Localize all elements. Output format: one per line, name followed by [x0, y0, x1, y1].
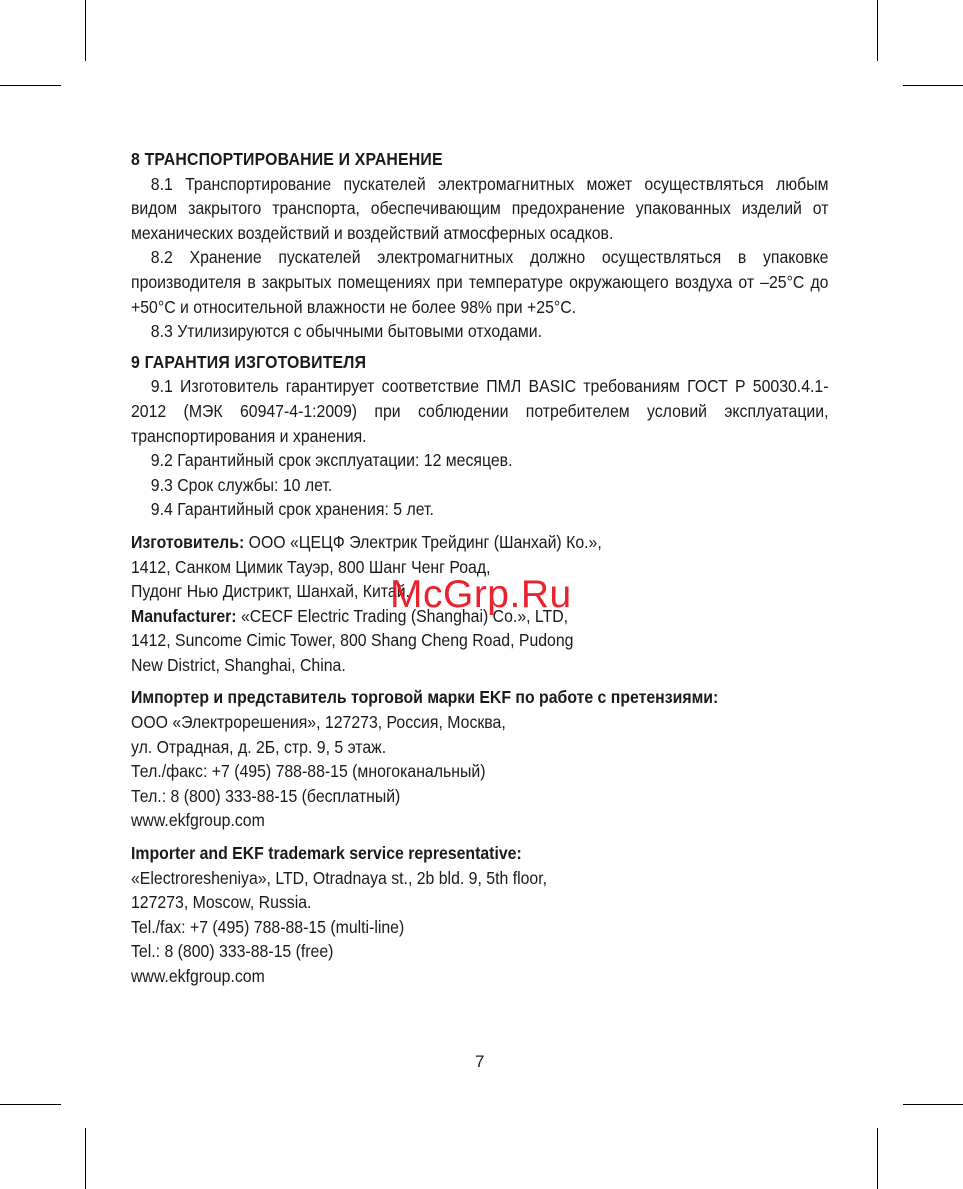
importer-ru-line1: ООО «Электрорешения», 127273, Россия, Москва,: [131, 712, 506, 733]
paragraph-9-3: 9.3 Срок службы: 10 лет.: [150, 474, 333, 495]
crop-mark: [0, 85, 61, 86]
crop-mark: [877, 1128, 878, 1189]
manufacturer-ru-line2: 1412, Санком Цимик Тауэр, 800 Шанг Ченг Роад,: [131, 556, 491, 577]
crop-mark: [85, 1128, 86, 1189]
section-9-heading: 9 ГАРАНТИЯ ИЗГОТОВИТЕЛЯ: [131, 351, 367, 372]
importer-ru-phone-fax: Тел./факс: +7 (495) 788-88-15 (многоканальный): [131, 761, 486, 782]
page-number: 7: [475, 1052, 485, 1071]
paragraph-8-2: 8.2 Хранение пускателей электромагнитных должно осуществляться в упаковке производителя в закрытых помещениях при температуре окружающего воздуха от –25°С до +50°С и относительной влажности не более 98% при +25°С.: [131, 247, 829, 317]
paragraph-9-4: 9.4 Гарантийный срок хранения: 5 лет.: [150, 499, 434, 520]
importer-en-phone: Tel.: 8 (800) 333-88-15 (free): [131, 941, 334, 962]
importer-en-line2: 127273, Moscow, Russia.: [131, 892, 312, 913]
crop-mark: [903, 85, 963, 86]
crop-mark: [877, 0, 878, 61]
manufacturer-en-line3: New District, Shanghai, China.: [131, 654, 346, 675]
manufacturer-en-line2: 1412, Suncome Cimic Tower, 800 Shang Cheng Road, Pudong: [131, 630, 574, 651]
paragraph-9-2: 9.2 Гарантийный срок эксплуатации: 12 месяцев.: [150, 450, 513, 471]
importer-ru-label: Импортер и представитель торговой марки EKF по работе с претензиями:: [131, 687, 719, 708]
importer-ru-website: www.ekfgroup.com: [131, 810, 265, 831]
crop-mark: [903, 1104, 963, 1105]
manufacturer-en-line1: «CECF Electric Trading (Shanghai) Co.», LTD,: [236, 605, 569, 626]
importer-en-line1: «Electroresheniya», LTD, Otradnaya st., 2b bld. 9, 5th floor,: [131, 867, 548, 888]
crop-mark: [85, 0, 86, 61]
importer-ru-block: [131, 685, 829, 833]
importer-en-website: www.ekfgroup.com: [131, 966, 265, 986]
manufacturer-ru-label: Изготовитель:: [131, 531, 245, 552]
paragraph-8-1: 8.1 Транспортирование пускателей электромагнитных может осуществляться любым видом закрытого транспорта, обеспечивающим предохранение упакованных изделий от механических воздействий и воздействий атмосферных осадков.: [131, 173, 829, 243]
manufacturer-ru-line3: Пудонг Нью Дистрикт, Шанхай, Китай.: [131, 581, 410, 602]
watermark: McGrp.Ru: [390, 573, 572, 616]
importer-ru-phone: Тел.: 8 (800) 333-88-15 (бесплатный): [131, 785, 401, 806]
importer-en-block: [131, 841, 829, 989]
paragraph-9-1: 9.1 Изготовитель гарантирует соответствие ПМЛ BASIC требованиям ГОСТ Р 50030.4.1-2012 (МЭК 60947-4-1:2009) при соблюдении потребителем условий эксплуатации, транспортирования и хранения.: [131, 376, 829, 446]
importer-en-label: Importer and EKF trademark service representative:: [131, 843, 522, 864]
section-8-heading: 8 ТРАНСПОРТИРОВАНИЕ И ХРАНЕНИЕ: [131, 149, 443, 169]
importer-ru-line2: ул. Отрадная, д. 2Б, стр. 9, 5 этаж.: [131, 736, 387, 757]
paragraph-8-3: 8.3 Утилизируются с обычными бытовыми отходами.: [150, 321, 543, 342]
page-content: [131, 147, 829, 989]
crop-mark: [0, 1104, 61, 1105]
manufacturer-en-label: Manufacturer:: [131, 605, 237, 626]
manufacturer-ru-line1: ООО «ЦЕЦФ Электрик Трейдинг (Шанхай) Ко.»,: [244, 531, 602, 552]
importer-en-phone-fax: Tel./fax: +7 (495) 788-88-15 (multi-line): [131, 916, 405, 937]
